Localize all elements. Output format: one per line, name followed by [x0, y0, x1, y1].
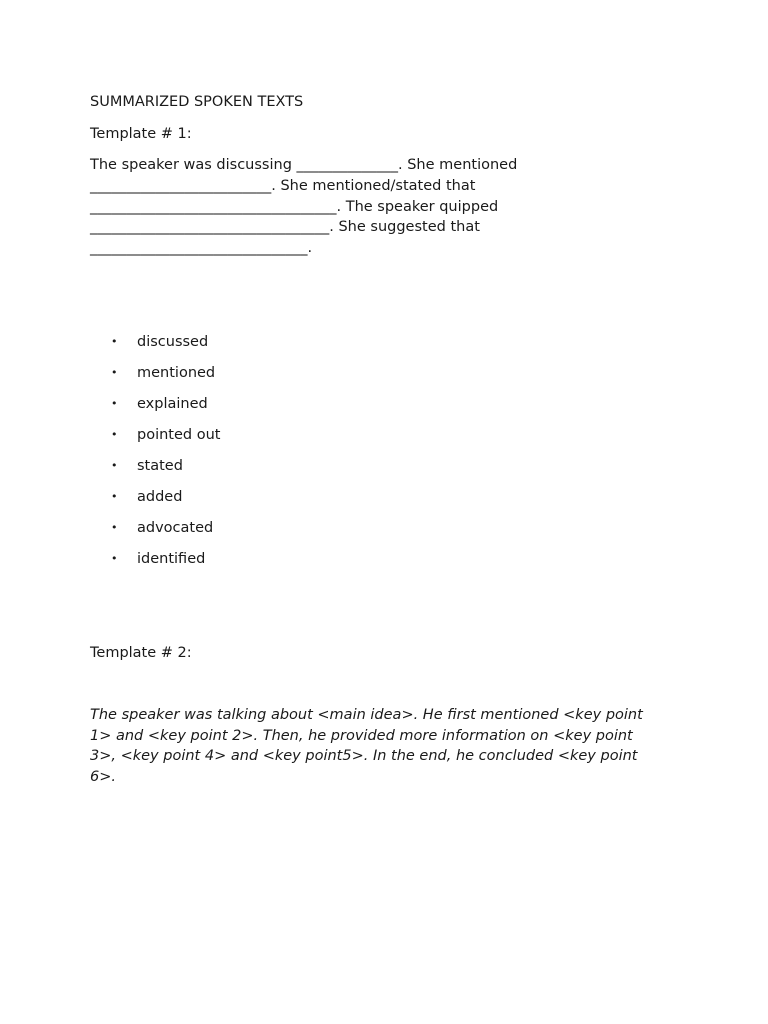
list-item: [110, 364, 220, 395]
list-item-text: added: [137, 489, 183, 505]
template-2-line: 1> and <key point 2>. Then, he provided more information on <key point: [90, 727, 633, 744]
list-item: [110, 550, 220, 581]
list-item: [110, 395, 220, 426]
bullet-icon: •: [111, 428, 118, 441]
template-1-line: _________________________. She mentioned/stated that: [90, 177, 476, 194]
list-item: [110, 457, 220, 488]
template-1-label: Template # 1:: [90, 126, 192, 142]
list-item-text: advocated: [137, 520, 214, 536]
list-item: [110, 488, 220, 519]
list-item: [110, 519, 220, 550]
template-1-line: ______________________________.: [90, 240, 313, 257]
bullet-icon: •: [111, 459, 118, 472]
bullet-icon: •: [111, 521, 118, 534]
list-item: [110, 426, 220, 457]
template-1-paragraph: [90, 155, 650, 259]
list-item-text: mentioned: [137, 365, 216, 381]
template-1-line: __________________________________. The speaker quipped: [90, 198, 499, 215]
bullet-icon: •: [111, 397, 118, 410]
template-1-line: _________________________________. She suggested that: [90, 219, 480, 236]
list-item-text: identified: [137, 551, 206, 567]
template-2-line: The speaker was talking about <main idea>. He first mentioned <key point: [90, 707, 643, 723]
bullet-icon: •: [111, 335, 118, 348]
bullet-icon: •: [111, 490, 118, 503]
bullet-icon: •: [111, 366, 118, 379]
template-2-line: 6>.: [90, 768, 116, 785]
template-1-line: The speaker was discussing ______________. She mentioned: [90, 157, 518, 173]
list-item-text: stated: [137, 458, 183, 474]
template-2-label: Template # 2:: [90, 645, 192, 661]
template-2-line: 3>, <key point 4> and <key point5>. In the end, he concluded <key point: [90, 748, 638, 764]
document-heading: SUMMARIZED SPOKEN TEXTS: [90, 94, 304, 110]
bullet-icon: •: [111, 552, 118, 565]
list-item-text: explained: [137, 396, 208, 412]
list-item-text: pointed out: [137, 427, 221, 443]
reporting-verbs-list: [110, 333, 220, 581]
list-item: [110, 333, 220, 364]
template-2-paragraph: [90, 705, 690, 787]
list-item-text: discussed: [137, 334, 209, 350]
